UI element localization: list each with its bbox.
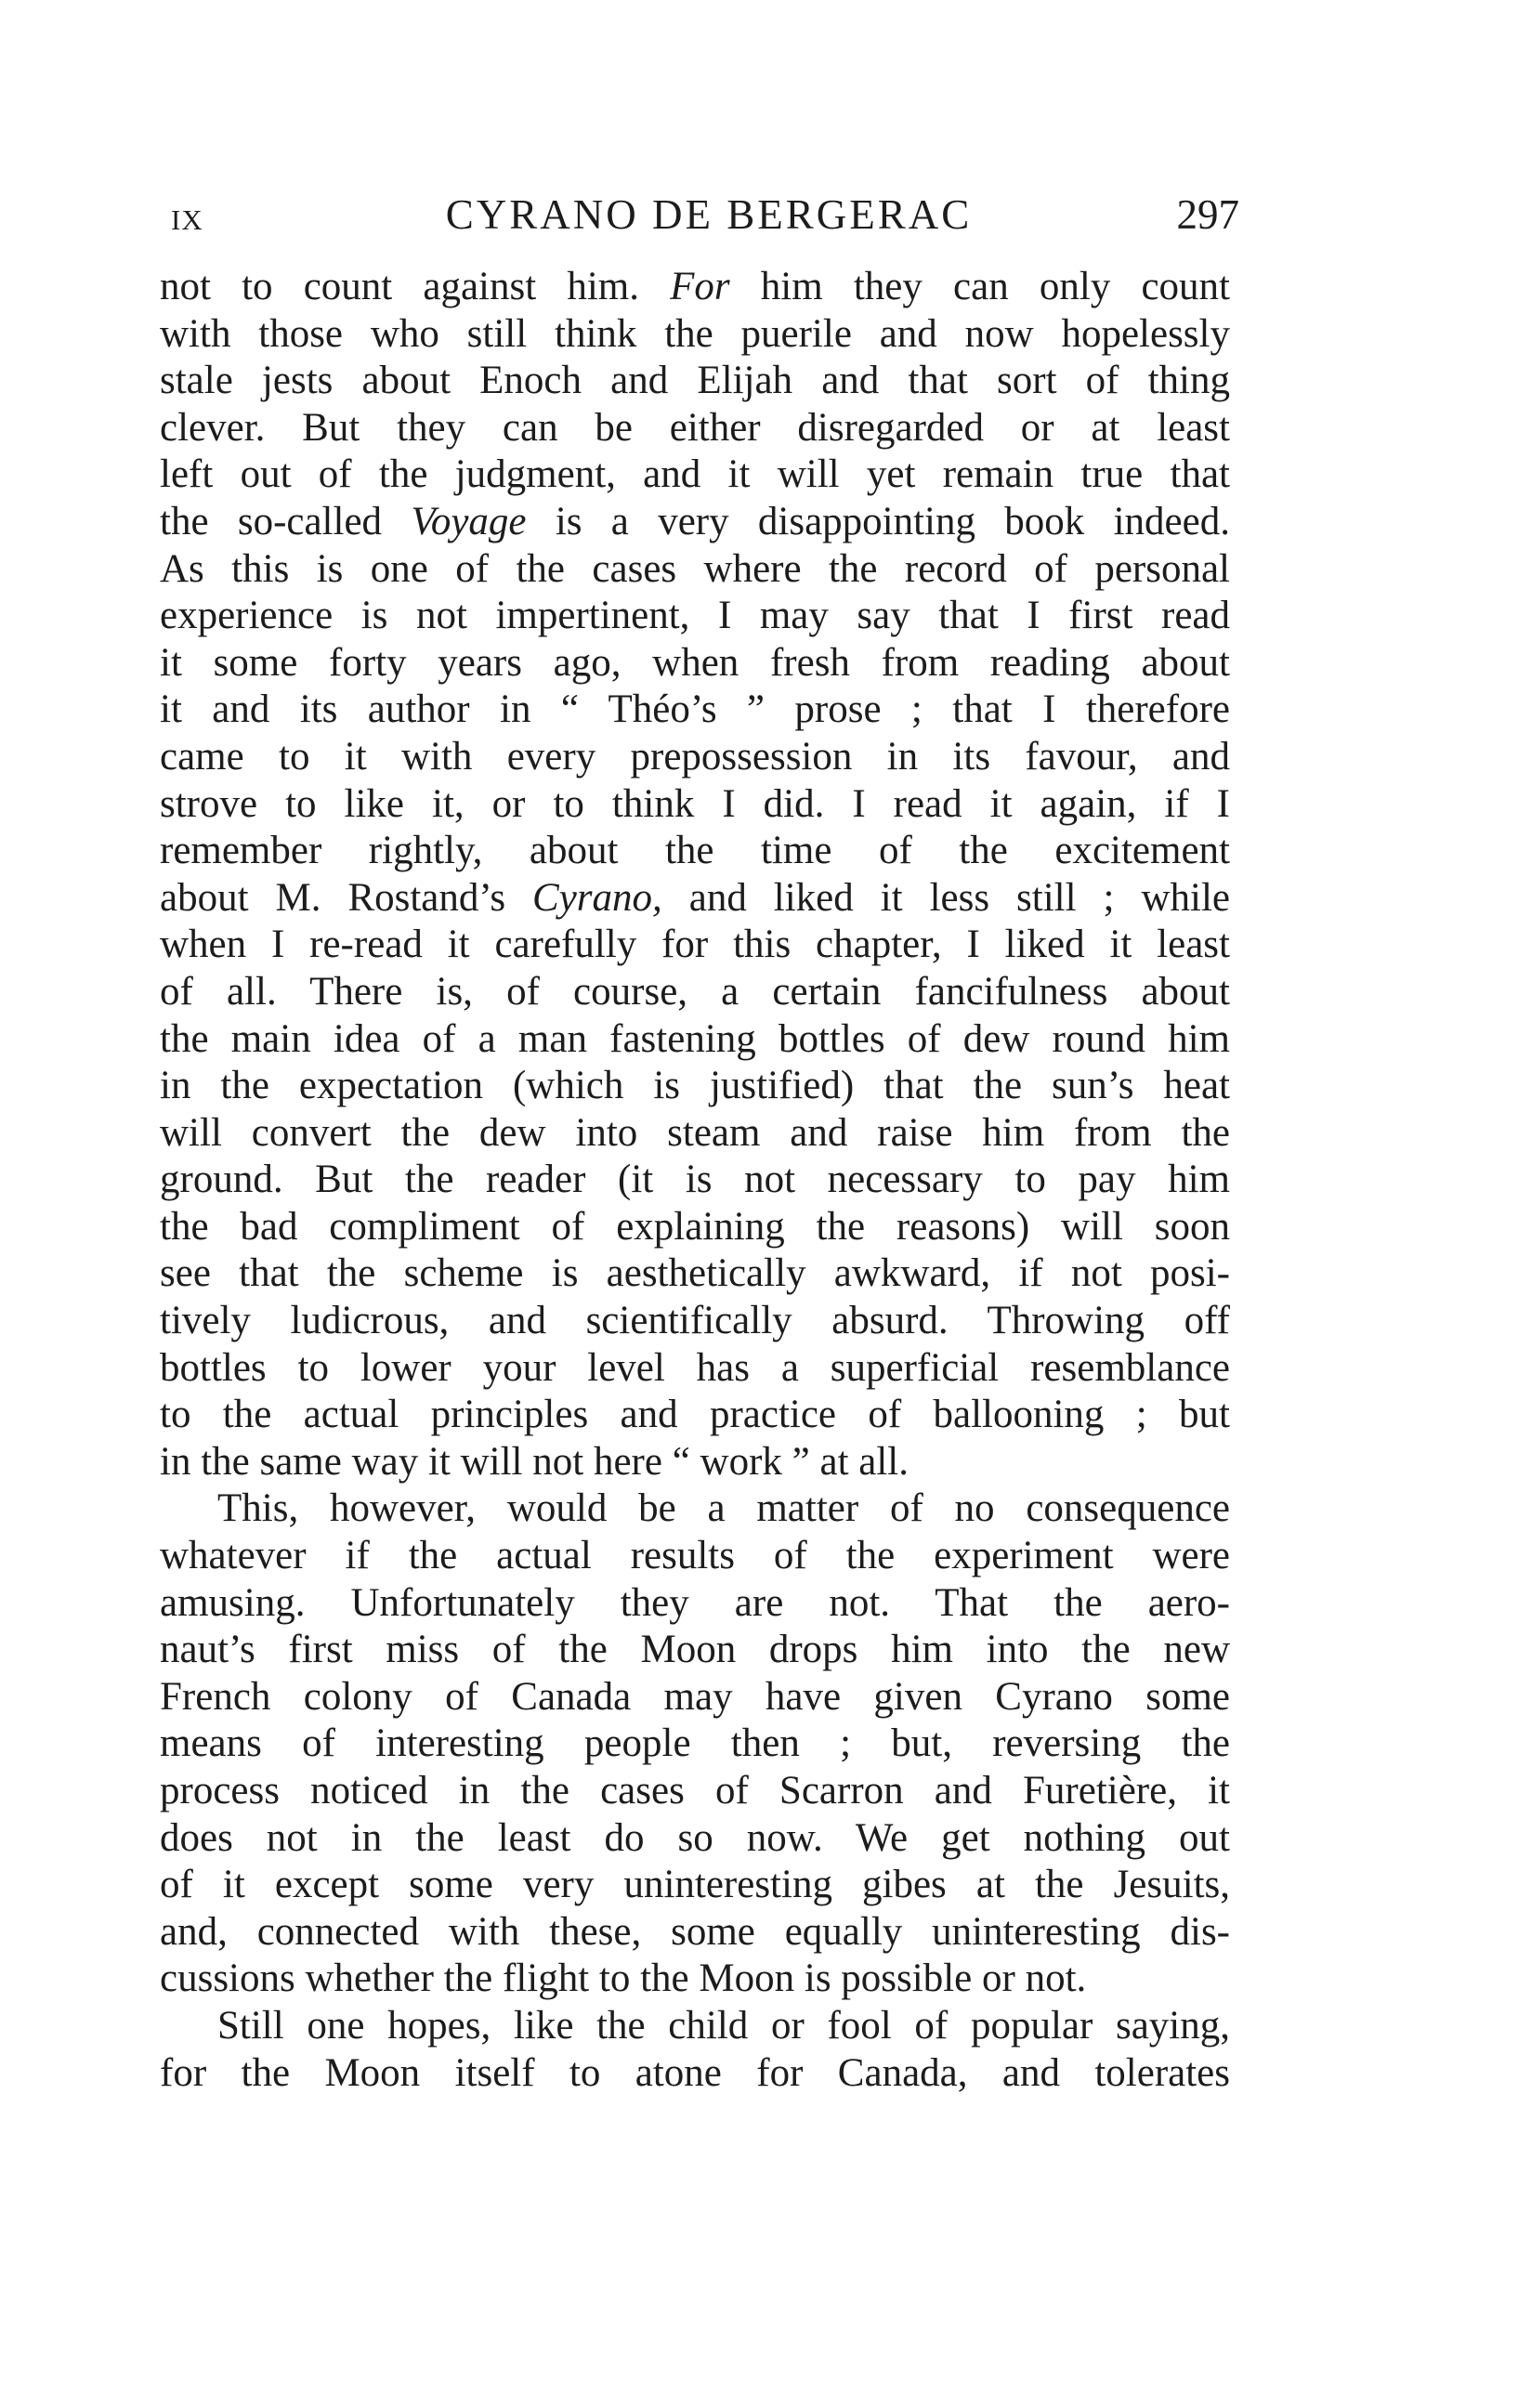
page-number: 297 xyxy=(1176,191,1239,238)
running-title: CYRANO DE BERGERAC xyxy=(445,191,973,238)
text-line: ground. But the reader (it is not necessary to pay him xyxy=(160,1158,1230,1202)
text-line: does not in the least do so now. We get nothing out xyxy=(160,1815,1230,1860)
text-line: to the actual principles and practice of ballooning ; but xyxy=(160,1393,1230,1437)
text-line: it some forty years ago, when fresh from reading about xyxy=(160,640,1230,685)
text-line: the main idea of a man fastening bottles of dew round him xyxy=(160,1016,1230,1061)
text-line: bottles to lower your level has a superficial resemblance xyxy=(160,1345,1230,1390)
text-line: not to count against him. For him they can only count xyxy=(160,265,1231,308)
text-line: of it except some very uninteresting gibes at the Jesuits, xyxy=(160,1863,1230,1907)
body-text xyxy=(160,264,1230,2097)
text-line: remember rightly, about the time of the excitement xyxy=(160,829,1230,873)
text-line: of all. There is, of course, a certain fancifulness about xyxy=(160,969,1230,1014)
text-line: in the same way it will not here “ work ” at all. xyxy=(160,1439,909,1484)
paragraph-first-line: This, however, would be a matter of no consequence xyxy=(217,1486,1230,1531)
text-line: means of interesting people then ; but, reversing the xyxy=(160,1721,1230,1766)
text-line: for the Moon itself to atone for Canada, and tolerates xyxy=(160,2050,1230,2095)
text-line: As this is one of the cases where the record of personal xyxy=(160,546,1230,591)
text-line: amusing. Unfortunately they are not. That the aero- xyxy=(160,1580,1230,1625)
paragraph-first-line: Still one hopes, like the child or fool of popular saying, xyxy=(217,2003,1230,2048)
text-line: will convert the dew into steam and raise him from the xyxy=(160,1110,1230,1155)
text-line: whatever if the actual results of the experiment were xyxy=(160,1534,1230,1578)
text-line: process noticed in the cases of Scarron and Furetière, it xyxy=(160,1769,1230,1813)
text-line: naut’s first miss of the Moon drops him into the new xyxy=(160,1628,1230,1672)
text-line: when I re-read it carefully for this chapter, I liked it least xyxy=(160,923,1230,967)
text-line: it and its author in “ Théo’s ” prose ; that I therefore xyxy=(160,687,1230,732)
text-line: about M. Rostand’s Cyrano, and liked it less still ; while xyxy=(160,875,1230,920)
text-line: tively ludicrous, and scientifically absurd. Throwing off xyxy=(160,1299,1230,1343)
text-line: stale jests about Enoch and Elijah and that sort of thing xyxy=(160,359,1230,403)
text-line: see that the scheme is aesthetically awkward, if not posi- xyxy=(160,1251,1230,1296)
text-line: the so-called Voyage is a very disappointing book indeed. xyxy=(160,499,1230,543)
text-line: in the expectation (which is justified) that the sun’s heat xyxy=(160,1064,1230,1108)
running-head xyxy=(160,182,1239,247)
chapter-number: IX xyxy=(171,203,203,236)
text-line: left out of the judgment, and it will yet remain true that xyxy=(160,452,1230,497)
text-line: with those who still think the puerile and now hopelessly xyxy=(160,311,1230,356)
text-line: experience is not impertinent, I may say that I first read xyxy=(160,594,1230,638)
text-line: cussions whether the flight to the Moon is possible or not. xyxy=(160,1956,1087,2001)
text-line: French colony of Canada may have given Cyrano some xyxy=(160,1674,1230,1719)
text-line: strove to like it, or to think I did. I read it again, if I xyxy=(160,781,1230,826)
text-line: the bad compliment of explaining the reasons) will soon xyxy=(160,1204,1230,1249)
text-line: clever. But they can be either disregarded or at least xyxy=(160,405,1230,450)
text-line: and, connected with these, some equally uninteresting dis- xyxy=(160,1909,1230,1954)
text-line: came to it with every prepossession in its favour, and xyxy=(160,734,1230,779)
